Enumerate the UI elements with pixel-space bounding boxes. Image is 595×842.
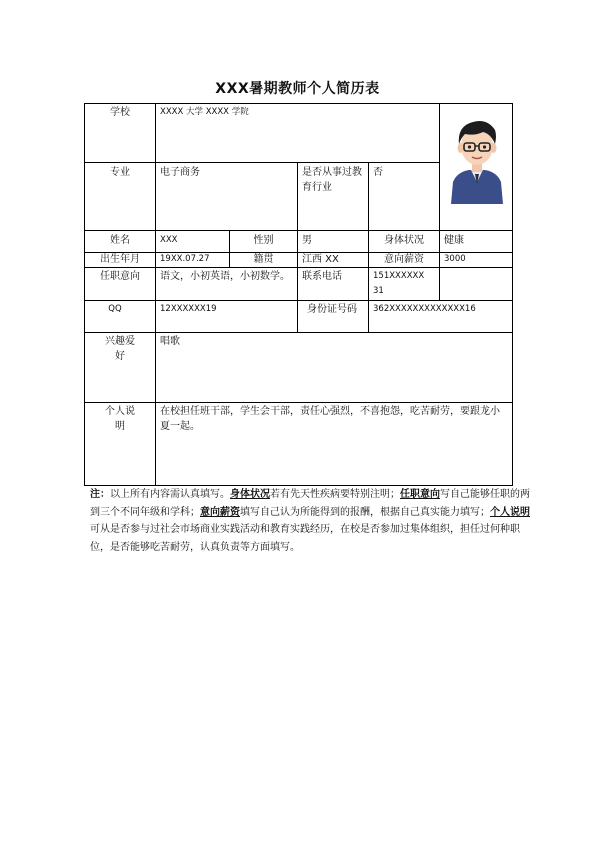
salary-value: 3000: [444, 254, 466, 264]
edu-industry-label: 是否从事过教育行业: [302, 167, 362, 193]
qq-label: QQ: [108, 304, 122, 314]
fill-in-instructions: [90, 486, 530, 556]
note-lead: 注：: [90, 489, 110, 500]
qq-value: 12XXXXXX19: [160, 304, 217, 314]
note-key-desc: 个人说明: [490, 506, 530, 518]
health-value: 健康: [444, 235, 464, 246]
note-text-5: 可从是否参与过社会市场商业实践活动和教育实践经历，在校是否参加过集体组织，担任过何种职位，是否能够吃苦耐劳，认真负责等方面填写。: [90, 524, 520, 553]
desc-label: 个人说明: [105, 406, 135, 432]
school-label: 学校: [110, 107, 130, 118]
phone-label: 联系电话: [302, 271, 342, 282]
hobby-label: 兴趣爱好: [105, 336, 135, 362]
gender-value: 男: [302, 235, 312, 246]
note-text-3: 写自己能够任职的两到三个不同年级和学科；: [90, 489, 530, 518]
salary-label: 意向薪资: [384, 254, 424, 265]
native-value: 江西 XX: [302, 254, 339, 265]
school-value: XXXX 大学 XXXX 学院: [160, 107, 249, 117]
note-key-salary: 意向薪资: [200, 506, 240, 518]
note-text-4: 填写自己认为所能得到的报酬，根据自己真实能力填写；: [240, 506, 490, 518]
page-title: XXX暑期教师个人简历表: [215, 81, 380, 97]
note-key-intent: 任职意向: [400, 489, 440, 500]
id-label: 身份证号码: [307, 304, 357, 315]
note-text-1: 以上所有内容需认真填写。: [110, 489, 230, 500]
note-text-2: 若有先天性疾病要特别注明；: [270, 489, 400, 500]
birth-value: 19XX.07.27: [160, 254, 210, 264]
intent-value: 语文，小初英语，小初数学。: [160, 271, 290, 282]
birth-label: 出生年月: [100, 254, 140, 265]
hobby-value: 唱歌: [160, 336, 180, 347]
health-label: 身体状况: [384, 235, 424, 246]
note-key-health: 身体状况: [230, 489, 270, 500]
edu-industry-value: 否: [373, 167, 383, 178]
major-label: 专业: [110, 167, 130, 178]
cartoon-teacher-avatar-icon: [445, 112, 509, 204]
intent-label: 任职意向: [100, 271, 140, 282]
native-label: 籍贯: [253, 254, 274, 265]
name-label: 姓名: [110, 235, 130, 246]
phone-value: 151XXXXXX31: [373, 271, 425, 296]
gender-label: 性别: [253, 235, 274, 246]
major-value: 电子商务: [160, 167, 200, 178]
desc-value: 在校担任班干部，学生会干部，责任心强烈，不喜抱怨，吃苦耐劳，要跟龙小夏一起。: [160, 406, 500, 432]
id-value: 362XXXXXXXXXXXXX16: [373, 304, 476, 314]
name-value: XXX: [160, 235, 178, 245]
